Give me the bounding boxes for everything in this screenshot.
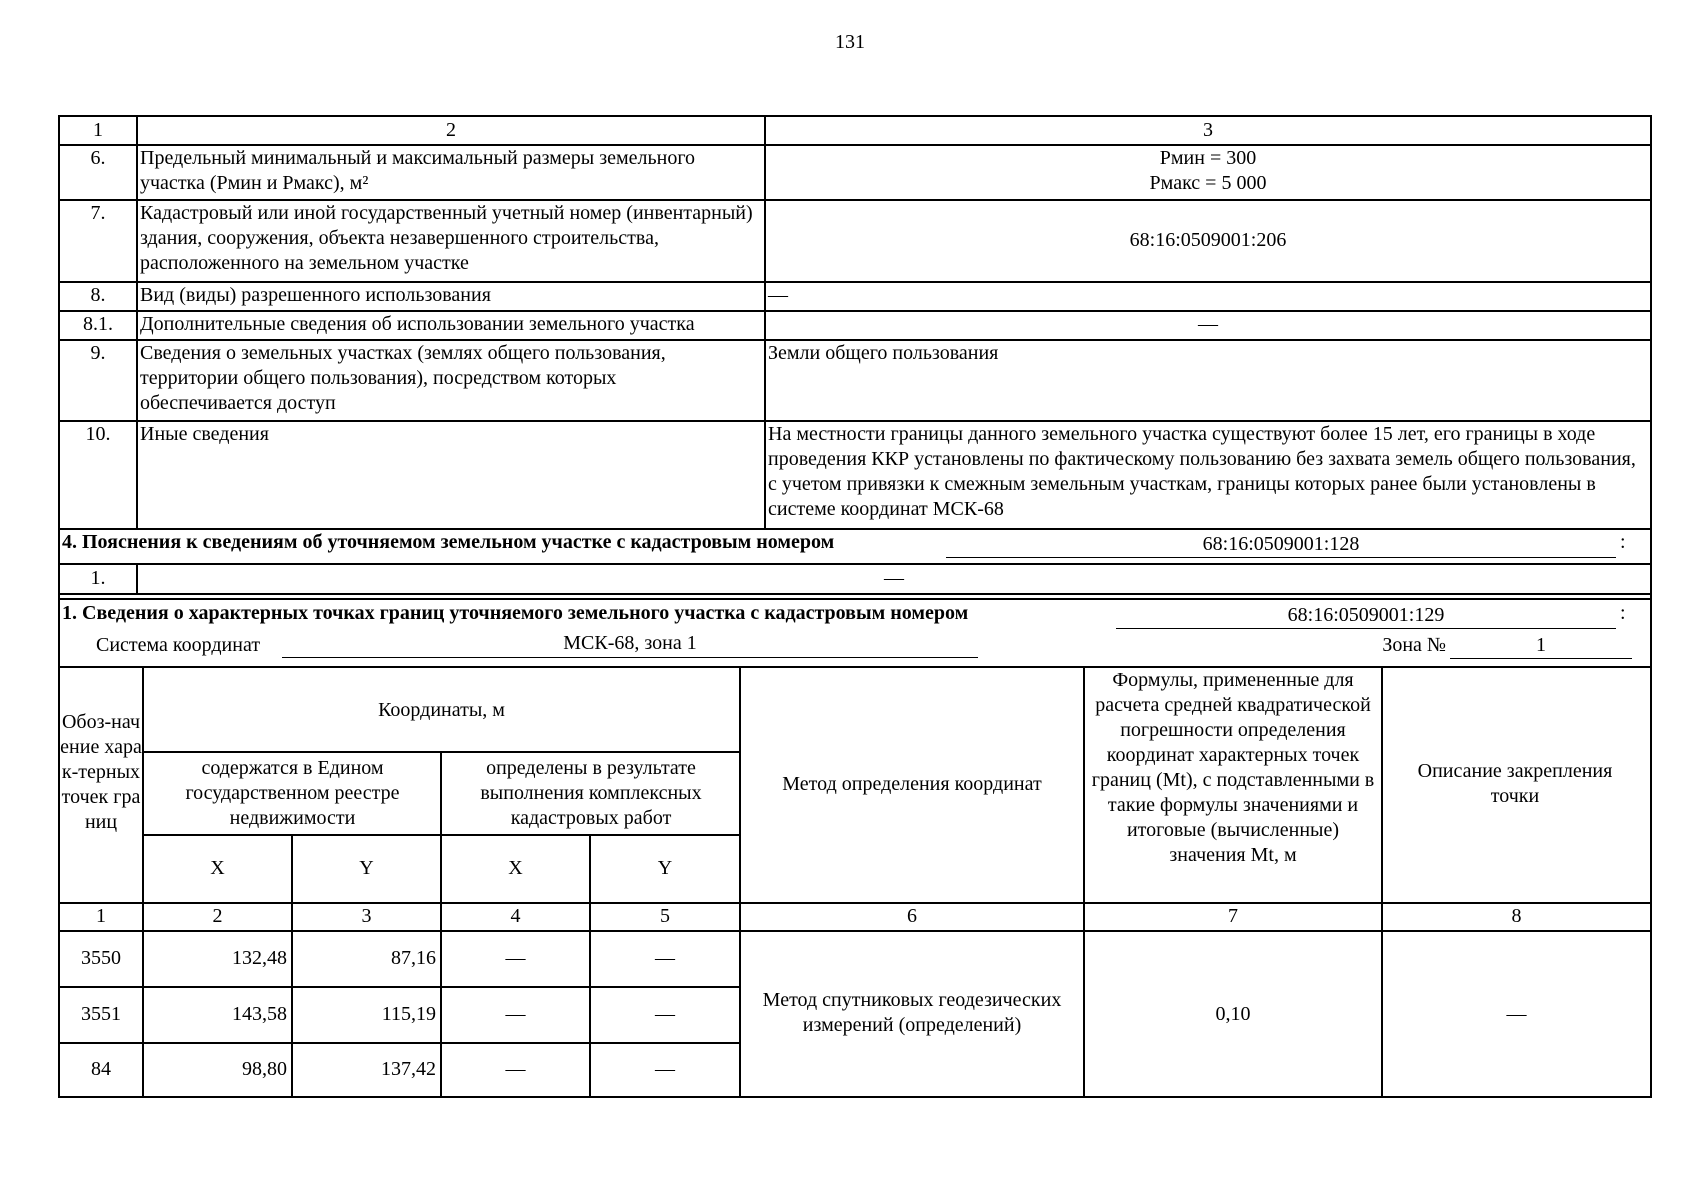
point-id: 3551: [81, 1003, 121, 1025]
table1-row-value: На местности границы данного земельного участка существуют более 15 лет, его границы в ходе проведения ККР установлены по фактическому пользованию без захвата земель общего пользования, с учетом привязки к смежным земельным участкам, границы которых ранее были установлены в системе координат МСК-68: [768, 423, 1636, 520]
coord-system-label: Система координат: [96, 634, 261, 656]
y-egrn: 137,42: [381, 1058, 436, 1080]
table1-row-value: 68:16:0509001:206: [1129, 229, 1287, 251]
table1-row-num: 9.: [90, 342, 106, 364]
table1-row-label: Сведения о земельных участках (землях общего пользования, территории общего пользования), посредством которых обеспечивается доступ: [140, 342, 666, 414]
section4-colon: :: [1620, 531, 1626, 553]
table1-row-value: Земли общего пользования: [768, 342, 999, 364]
section4-title: 4. Пояснения к сведениям об уточняемом земельном участке с кадастровым номером: [62, 531, 835, 553]
header-x-kkr: X: [508, 857, 523, 879]
point-id: 84: [91, 1058, 111, 1080]
table1-row-num: 8.: [90, 284, 106, 306]
col-number: 5: [660, 905, 670, 927]
section4-row-value: —: [884, 567, 904, 589]
coord-system-value: МСК-68, зона 1: [563, 632, 697, 654]
table1-row-value: —: [768, 284, 788, 306]
table1-row-value: Рмакс = 5 000: [1149, 172, 1267, 194]
x-egrn: 143,58: [232, 1003, 287, 1025]
table1-row-num: 6.: [90, 147, 106, 169]
y-kkr: —: [655, 1058, 675, 1080]
x-egrn: 132,48: [232, 947, 287, 969]
section4-cadastral: 68:16:0509001:128: [1202, 533, 1360, 555]
y-kkr: —: [655, 947, 675, 969]
header-x-egrn: X: [210, 857, 225, 879]
col-number: 3: [361, 905, 372, 927]
header-y-kkr: Y: [657, 857, 673, 879]
section4-row-num: 1.: [90, 567, 106, 589]
mt-value: 0,10: [1215, 1003, 1251, 1025]
table1-row-label: Кадастровый или иной государственный учетный номер (инвентарный) здания, сооружения, объекта незавершенного строительства, расположенного на земельном участке: [140, 202, 753, 274]
col-number: 1: [96, 905, 106, 927]
table1-row-label: Иные сведения: [140, 423, 269, 445]
x-egrn: 98,80: [242, 1058, 287, 1080]
table1-row-label: Вид (виды) разрешенного использования: [140, 284, 491, 306]
header-kkr: определены в результате выполнения комплексных кадастровых работ: [480, 757, 702, 829]
header-y-egrn: Y: [359, 857, 374, 879]
table1-row-label: Дополнительные сведения об использовании земельного участка: [140, 313, 695, 335]
method-value: Метод спутниковых геодезических измерений (определений): [762, 989, 1062, 1036]
section1-cadastral: 68:16:0509001:129: [1287, 604, 1445, 626]
table1-row-value: Рмин = 300: [1159, 147, 1257, 169]
x-kkr: —: [505, 1003, 526, 1025]
header-coords: Координаты, м: [378, 699, 505, 721]
section1-colon: :: [1620, 602, 1626, 624]
header-formulas: Формулы, примененные для расчета средней квадратической погрешности определения координат характерных точек границ (Mt), с подставленными в такие формулы значениями и итоговые (вычисленные) значения Mt, м: [1091, 669, 1375, 866]
section1-title: 1. Сведения о характерных точках границ уточняемого земельного участка с кадастровым номером: [62, 602, 969, 624]
header-description: Описание закрепления точки: [1417, 760, 1613, 807]
table1-header-col1: 1: [93, 119, 103, 141]
table1-row-num: 7.: [90, 202, 106, 224]
col-number: 4: [510, 905, 521, 927]
header-designation: Обоз-начение харак-терных точек границ: [60, 711, 142, 833]
x-kkr: —: [505, 1058, 526, 1080]
col-number: 8: [1511, 905, 1522, 927]
col-number: 2: [212, 905, 223, 927]
point-id: 3550: [81, 947, 121, 969]
header-method: Метод определения координат: [782, 773, 1042, 795]
table1-row-num: 8.1.: [83, 313, 113, 335]
zone-value: 1: [1536, 634, 1546, 656]
page-number: 131: [835, 31, 865, 53]
table1-row-num: 10.: [85, 423, 111, 445]
y-kkr: —: [655, 1003, 675, 1025]
x-kkr: —: [505, 947, 526, 969]
table1-row-label: Предельный минимальный и максимальный размеры земельного участка (Рмин и Рмакс), м²: [140, 147, 696, 194]
col-number: 6: [907, 905, 917, 927]
table1-header-col2: 2: [446, 119, 456, 141]
table1-row-value: —: [1198, 313, 1218, 335]
header-egrn: содержатся в Едином государственном реестре недвижимости: [185, 757, 400, 829]
zone-label: Зона №: [1382, 634, 1446, 656]
y-egrn: 115,19: [381, 1003, 436, 1025]
description-value: —: [1506, 1003, 1527, 1025]
col-number: 7: [1228, 905, 1238, 927]
y-egrn: 87,16: [391, 947, 436, 969]
table1-header-col3: 3: [1203, 119, 1213, 141]
